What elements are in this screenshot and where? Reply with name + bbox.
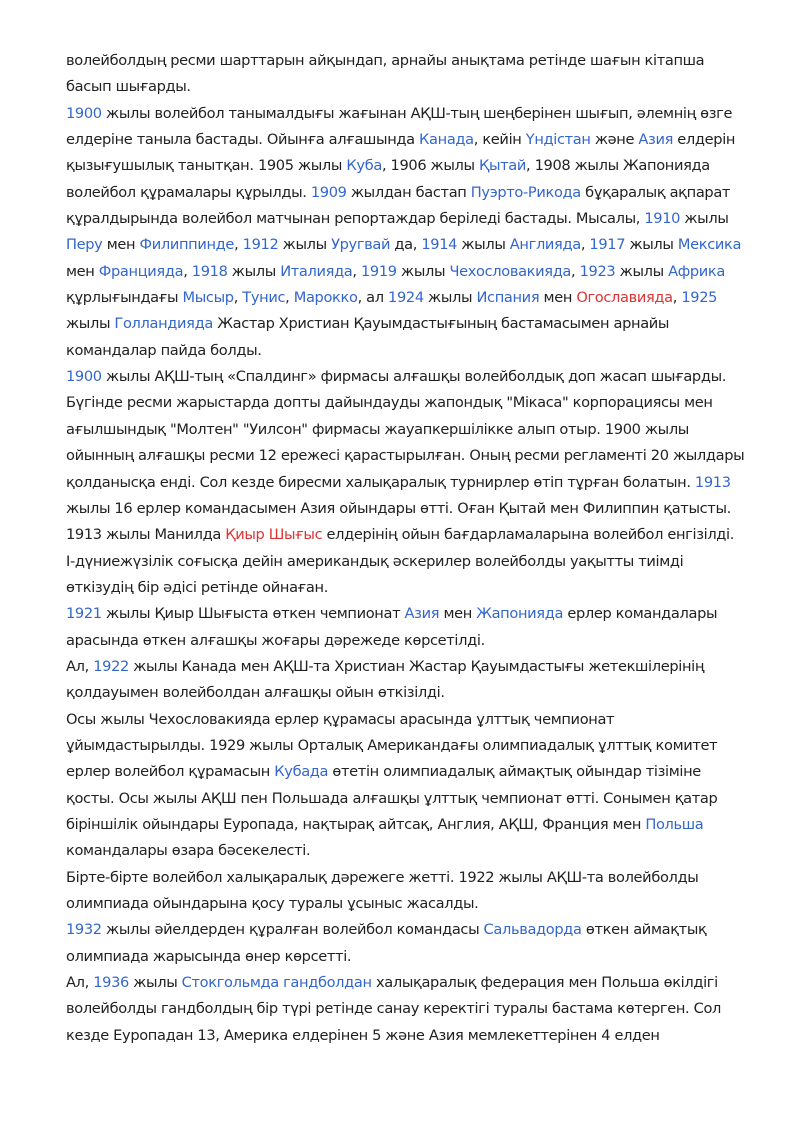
paragraph-text: жылы әйелдерден құралған волейбол командасы — [101, 921, 484, 939]
article-paragraph — [66, 364, 746, 522]
article-link[interactable]: Уругвай — [331, 236, 391, 254]
article-link[interactable]: 1919 — [360, 262, 397, 280]
article-link[interactable]: Мексика — [677, 236, 742, 254]
article-link[interactable]: 1925 — [681, 289, 718, 307]
article-link[interactable]: 1909 — [310, 183, 347, 201]
article-paragraph — [66, 707, 746, 865]
paragraph-text: , — [285, 289, 294, 307]
article-link[interactable]: Мысыр — [182, 289, 234, 307]
paragraph-text: Ал, — [66, 974, 94, 992]
paragraph-text: , — [183, 262, 192, 280]
paragraph-text: Осы жылы Чехословакияда ерлер құрамасы арасында ұлттық чемпионат ұйымдастырылды. 1929 жылы Орталық Американдағы олимпиадалық ұлттық комитет ерлер волейбол құрамасын — [66, 710, 718, 781]
paragraph-text: , — [352, 262, 361, 280]
article-paragraph — [66, 522, 746, 601]
paragraph-text: мен — [102, 236, 140, 254]
paragraph-text: халықаралық федерация мен Польша өкілдігі волейболды гандболдың бір түрі ретінде санау керектігі туралы бастама көтерген. Сол кезде Еуропадан 13, Америка елдерінен 5 және Азия мемлекеттерінен 4 елден — [66, 974, 721, 1044]
paragraph-text: жылы Қиыр Шығыста өткен чемпионат — [101, 605, 405, 623]
paragraph-text: , кейін — [473, 131, 526, 149]
article-link[interactable]: 1918 — [191, 262, 228, 280]
article-link[interactable]: 1932 — [66, 921, 102, 939]
article-link[interactable]: Куба — [346, 157, 382, 175]
article-link[interactable]: 1936 — [93, 974, 129, 992]
paragraph-text: , — [233, 289, 243, 307]
article-link[interactable]: 1900 — [66, 368, 102, 386]
missing-article-link[interactable]: Қиыр Шығыс — [225, 526, 323, 544]
article-link[interactable]: Испания — [476, 289, 540, 307]
article-link[interactable]: 1917 — [589, 236, 626, 254]
paragraph-text: жылы — [227, 262, 281, 280]
article-link[interactable]: Канада — [419, 131, 474, 149]
article-link[interactable]: 1912 — [242, 236, 279, 254]
paragraph-text: жылы волейбол танымалдығы жағынан АҚШ-тың шеңберінен шығып, әлемнің өзге елдеріне таныла бастады. Ойынға алғашында — [66, 104, 733, 149]
article-body — [66, 48, 746, 1049]
article-link[interactable]: 1913 — [694, 473, 731, 491]
paragraph-text: жылы — [128, 974, 182, 992]
paragraph-text: 1913 жылы Манилда — [66, 526, 226, 544]
paragraph-text: , 1908 жылы Жапонияда волейбол құрамалары құрылды. — [66, 157, 710, 201]
article-link[interactable]: Жапонияда — [476, 605, 564, 623]
article-link[interactable]: 1923 — [579, 262, 616, 280]
article-link[interactable]: Перу — [66, 236, 103, 254]
paragraph-text: да, — [390, 236, 422, 254]
paragraph-text: , — [672, 289, 682, 307]
article-link[interactable]: 1910 — [644, 210, 681, 228]
article-link[interactable]: 1914 — [421, 236, 458, 254]
article-link[interactable]: 1921 — [66, 605, 102, 623]
paragraph-text: жылы — [680, 210, 729, 228]
paragraph-text: ерлер командалары арасында өткен алғашқы жоғары дәрежеде көрсетілді. — [66, 605, 718, 649]
article-link[interactable]: Стокгольмда гандболдан — [181, 974, 372, 992]
paragraph-text: мен — [539, 289, 577, 307]
paragraph-text: жылы АҚШ-тың «Спалдинг» фирмасы алғашқы волейболдық доп жасап шығарды. Бүгінде ресми жарыстарда допты дайындауды жапондық "Мікаса" корпорациясы мен ағылшындық "Молтен" "Уилсон" фирмасы жауапкершілікке алып отыр. 1900 жылы ойынның алғашқы ресми 12 ережесі қарастырылған. Оның ресми регламенті 20 жылдары қолданысқа енді. Сол кезде биресми халықаралық турнирлер өтіп тұрған болатын. — [66, 368, 745, 491]
article-link[interactable]: Сальвадорда — [483, 921, 582, 939]
article-link[interactable]: Азия — [404, 605, 440, 623]
article-link[interactable]: 1924 — [388, 289, 424, 307]
paragraph-text: Жастар Христиан Қауымдастығының бастамасымен арнайы командалар пайда болды. — [66, 315, 670, 359]
paragraph-text: жылы — [423, 289, 477, 307]
paragraph-text: , — [234, 236, 243, 254]
paragraph-text: жылдан бастап — [346, 183, 471, 201]
article-link[interactable]: Пуэрто-Рикода — [470, 183, 581, 201]
missing-article-link[interactable]: Огославияда — [576, 289, 673, 307]
paragraph-text: , 1906 жылы — [381, 157, 479, 175]
paragraph-text: елдерінің ойын бағдарламаларына волейбол енгізілді. I-дүниежүзілік соғысқа дейін американдық әскерилер волейболды уақытты тиімді өткізудің бір әдісі ретінде ойнаған. — [66, 526, 735, 596]
article-paragraph — [66, 970, 746, 1049]
article-link[interactable]: Польша — [645, 815, 704, 833]
paragraph-text: , — [580, 236, 590, 254]
article-link[interactable]: Үндістан — [525, 131, 591, 149]
paragraph-text: бұқаралық ақпарат құралдырында волейбол матчынан репортаждар беріледі бастады. Мысалы, — [66, 183, 731, 228]
article-link[interactable]: 1900 — [66, 104, 102, 122]
paragraph-text: елдерін қызығушылық танытқан. 1905 жылы — [66, 131, 736, 175]
article-link[interactable]: Филиппинде — [139, 236, 235, 254]
article-paragraph — [66, 865, 746, 918]
article-link[interactable]: Азия — [638, 131, 674, 149]
paragraph-text: волейболдың ресми шарттарын айқындап, арнайы анықтама ретінде шағын кітапша басып шығарды. — [66, 52, 705, 96]
paragraph-text: өткен аймақтық олимпиада жарысында өнер көрсетті. — [66, 921, 707, 965]
article-link[interactable]: Марокко — [293, 289, 358, 307]
paragraph-text: жылы — [625, 236, 678, 254]
paragraph-text: жылы — [396, 262, 450, 280]
paragraph-text: жылы — [66, 315, 115, 333]
paragraph-text: мен — [439, 605, 477, 623]
paragraph-text: өтетін олимпиадалық аймақтық ойындар тізіміне қосты. Осы жылы АҚШ пен Польшада алғашқы ұлттық чемпионат өтті. Сонымен қатар біріншілік ойындары Еуропада, нақтырақ айтсақ, Англия, АҚШ, Франция мен — [66, 763, 718, 833]
paragraph-text: жылы — [615, 262, 669, 280]
paragraph-text: және — [590, 131, 639, 149]
article-paragraph — [66, 601, 746, 654]
article-link[interactable]: Африка — [668, 262, 725, 280]
article-link[interactable]: 1922 — [93, 657, 129, 675]
article-paragraph — [66, 654, 746, 707]
article-paragraph — [66, 48, 746, 101]
paragraph-text: командалары өзара бәсекелесті. — [66, 842, 311, 860]
paragraph-text: , — [571, 262, 580, 280]
paragraph-text: жылы — [457, 236, 510, 254]
article-link[interactable]: Францияда — [98, 262, 184, 280]
article-paragraph — [66, 917, 746, 970]
paragraph-text: Бірте-бірте волейбол халықаралық дәрежеге жетті. 1922 жылы АҚШ-та волейболды олимпиада ойындарына қосу туралы ұсыныс жасалды. — [66, 868, 699, 912]
article-link[interactable]: Англияда — [509, 236, 581, 254]
article-link[interactable]: Голландияда — [114, 315, 213, 333]
article-link[interactable]: Қытай — [478, 157, 527, 175]
paragraph-text: , ал — [357, 289, 389, 307]
paragraph-text: құрлығындағы — [66, 289, 183, 307]
article-paragraph — [66, 101, 746, 364]
paragraph-text: мен — [66, 262, 99, 280]
paragraph-text: жылы — [278, 236, 332, 254]
paragraph-text: жылы 16 ерлер командасымен Азия ойындары өтті. Оған Қытай мен Филиппин қатысты. — [66, 499, 731, 517]
article-link[interactable]: Тунис — [242, 289, 286, 307]
article-link[interactable]: Кубада — [274, 763, 329, 781]
paragraph-text: жылы Канада мен АҚШ-та Христиан Жастар Қауымдастығы жетекшілерінің қолдауымен волейболдан алғашқы ойын өткізілді. — [66, 657, 705, 702]
article-link[interactable]: Чехословакияда — [449, 262, 572, 280]
paragraph-text: Ал, — [66, 657, 94, 675]
article-link[interactable]: Италияда — [280, 262, 353, 280]
